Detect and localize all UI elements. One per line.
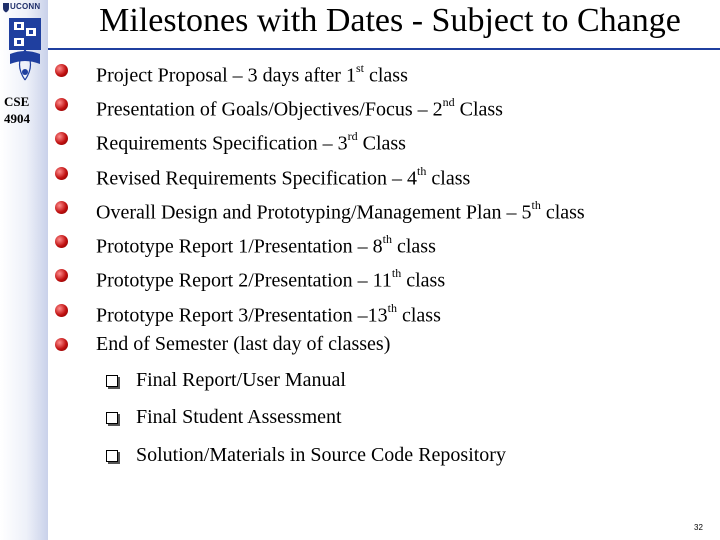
milestone-item: Prototype Report 2/Presentation – 11th class — [96, 266, 446, 292]
title-divider — [48, 48, 720, 50]
deliverable-item: Final Student Assessment — [136, 406, 342, 428]
course-line-1: CSE — [4, 94, 30, 109]
course-line-2: 4904 — [4, 111, 30, 126]
milestone-item: Prototype Report 3/Presentation –13th class — [96, 301, 441, 327]
bullet-icon — [55, 132, 68, 145]
milestone-item: Prototype Report 1/Presentation – 8th class — [96, 232, 436, 258]
logo-text: UCONN — [10, 2, 41, 11]
bullet-icon — [55, 269, 68, 282]
bullet-icon — [55, 201, 68, 214]
bullet-icon — [55, 64, 68, 77]
checkbox-bullet-icon — [106, 412, 118, 424]
sidebar — [0, 0, 48, 540]
seal-icon — [2, 2, 10, 13]
bullet-icon — [55, 338, 68, 351]
deliverable-item: Solution/Materials in Source Code Repository — [136, 444, 506, 466]
slide-title: Milestones with Dates - Subject to Change — [99, 2, 681, 39]
milestone-item: Requirements Specification – 3rd Class — [96, 129, 406, 155]
cse-emblem-icon — [6, 16, 44, 82]
page-number: 32 — [694, 523, 703, 532]
course-code — [4, 93, 30, 127]
bullet-icon — [55, 167, 68, 180]
checkbox-bullet-icon — [106, 375, 118, 387]
bullet-icon — [55, 235, 68, 248]
uconn-logo — [2, 2, 46, 82]
milestone-item: Presentation of Goals/Objectives/Focus – 2nd Class — [96, 95, 503, 121]
bullet-icon — [55, 98, 68, 111]
milestone-item: Revised Requirements Specification – 4th class — [96, 164, 471, 190]
deliverable-item: Final Report/User Manual — [136, 369, 346, 391]
milestone-item: Project Proposal – 3 days after 1st class — [96, 61, 408, 87]
checkbox-bullet-icon — [106, 450, 118, 462]
bullet-icon — [55, 304, 68, 317]
milestone-item: End of Semester (last day of classes) — [96, 333, 391, 355]
milestone-item: Overall Design and Prototyping/Management Plan – 5th class — [96, 198, 585, 224]
